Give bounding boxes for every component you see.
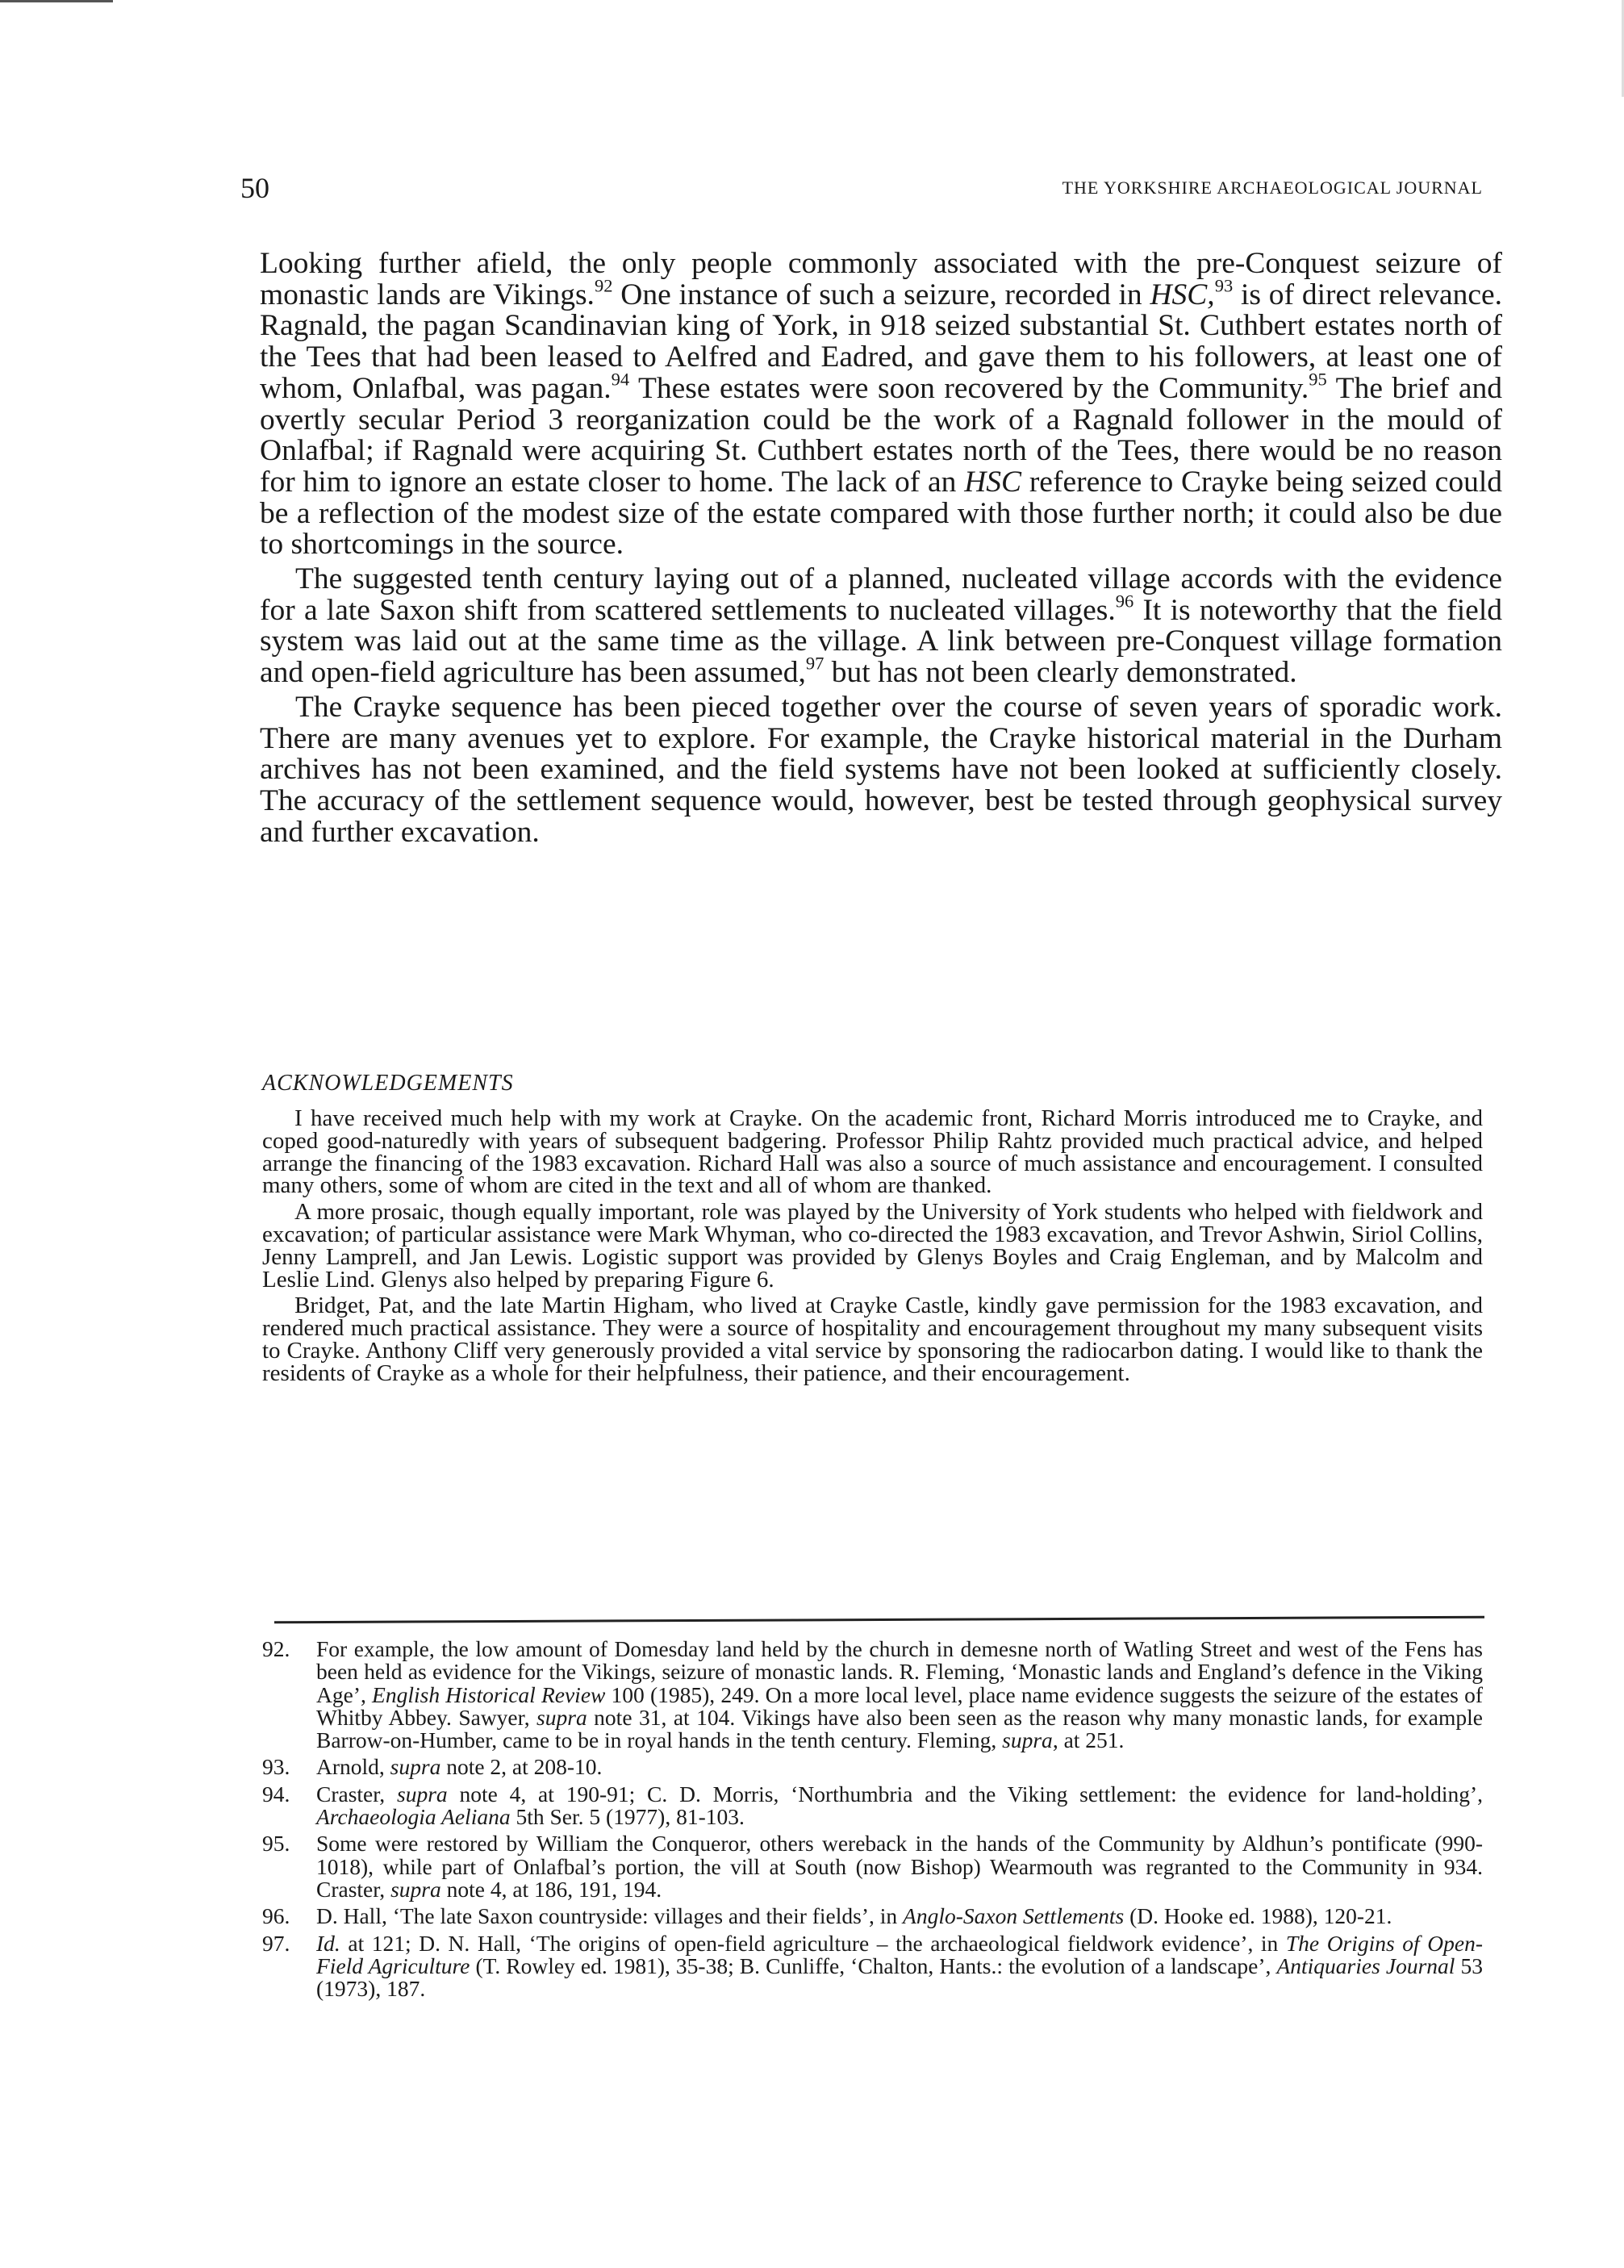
scan-edge-mark	[0, 0, 113, 2]
acknowledgement-paragraph: I have received much help with my work at Crayke. On the academic front, Richard Morris introduced me to Crayke, and coped good-naturedly with years of subsequent badgering. Professor Philip Rahtz provided much practical advice, and helped arrange the financing of the 1983 excavation. Richard Hall was also a source of much assistance and encouragement. I consulted many others, some of whom are cited in the text and all of whom are thanked.	[262, 1105, 1483, 1199]
footnote	[262, 1905, 1483, 1928]
footnote-reference: 92	[594, 274, 613, 295]
footnote-text: For example, the low amount of Domesday land held by the church in demesne north of Watling Street and west of the Fens has been held as evidence for the Vikings, seizure of monastic lands. R. Fleming, ‘Monastic lands and England’s defence in the Viking Age’, English Historical Review 100 (1985), 249. On a more local level, place name evidence suggests the seizure of the estates of Whitby Abbey. Sawyer, supra note 31, at 104. Vikings have also been seen as the reason why many monastic lands, for example Barrow-on-Humber, came to be in royal hands in the tenth century. Fleming, supra, at 251.	[316, 1636, 1483, 1753]
italic-text: Id.	[316, 1930, 340, 1956]
footnote-text: D. Hall, ‘The late Saxon countryside: villages and their fields’, in Anglo-Saxon Settlements (D. Hooke ed. 1988), 120-21.	[316, 1903, 1392, 1929]
italic-text: English Historical Review	[372, 1681, 606, 1707]
italic-text: supra	[390, 1876, 441, 1902]
footnote-reference: 95	[1309, 369, 1327, 390]
italic-text: supra	[1002, 1727, 1053, 1753]
footnote-text: Craster, supra note 4, at 190-91; C. D. Morris, ‘Northumbria and the Viking settlement: the evidence for land-holding’, Archaeologia Aeliana 5th Ser. 5 (1977), 81-103.	[316, 1781, 1483, 1830]
footnotes	[262, 1638, 1483, 2004]
acknowledgements-heading: ACKNOWLEDGEMENTS	[262, 1071, 514, 1096]
body-paragraph: The suggested tenth century laying out of a planned, nucleated village accords with the evidence for a late Saxon shift from scattered settlements to nucleated villages.$^{96}$ It is noteworthy that the field system was laid out at the same time as the village. A link between pre-Conquest village formation and open-field agriculture has been assumed,$^{97}$ but has not been clearly demonstrated.	[260, 562, 1502, 690]
italic-text: Antiquaries Journal	[1276, 1953, 1455, 1978]
italic-text: supra	[397, 1781, 448, 1806]
footnote-divider	[274, 1616, 1484, 1624]
footnote-reference: 96	[1115, 590, 1134, 611]
footnote-reference: 93	[1214, 274, 1234, 295]
footnote-number: 92.	[262, 1636, 290, 1661]
footnote	[262, 1638, 1483, 1752]
footnote	[262, 1783, 1483, 1829]
footnote-text: Some were restored by William the Conqueror, others wereback in the hands of the Community by Aldhun’s pontificate (990-1018), while part of Onlafbal’s portion, the vill at South (now Bishop) Wearmouth was regranted to the Community in 934. Craster, supra note 4, at 186, 191, 194.	[316, 1831, 1483, 1902]
footnote	[262, 1832, 1483, 1901]
journal-title: THE YORKSHIRE ARCHAEOLOGICAL JOURNAL	[1062, 178, 1483, 198]
footnote-number: 94.	[262, 1781, 290, 1806]
italic-text: Anglo-Saxon Settlements	[903, 1903, 1125, 1929]
footnote-text: Id. at 121; D. N. Hall, ‘The origins of open-field agriculture – the archaeological fieldwork evidence’, in The Origins of Open-Field Agriculture (T. Rowley ed. 1981), 35-38; B. Cunliffe, ‘Chalton, Hants.: the evolution of a landscape’, Antiquaries Journal 53 (1973), 187.	[316, 1930, 1483, 2002]
main-text	[260, 249, 1502, 848]
italic-text: HSC,	[1150, 278, 1215, 311]
footnote-number: 97.	[262, 1930, 290, 1956]
running-head	[240, 171, 1483, 211]
footnote-reference: 97	[805, 653, 825, 674]
footnote-reference: 94	[611, 369, 630, 390]
body-paragraph: Looking further afield, the only people commonly associated with the pre-Conquest seizure of monastic lands are Vikings.$^{92}$ One instance of such a seizure, recorded in HSC,$^{93}$ is of direct relevance. Ragnald, the pagan Scandinavian king of York, in 918 seized substantial St. Cuthbert estates north of the Tees that had been leased to Aelfred and Eadred, and gave them to his followers, at least one of whom, Onlafbal, was pagan.$^{94}$ These estates were soon recovered by the Community.$^{95}$ The brief and overtly secular Period 3 reorganization could be the work of a Ragnald follower in the mould of Onlafbal; if Ragnald were acquiring St. Cuthbert estates north of the Tees, there would be no reason for him to ignore an estate closer to home. The lack of an HSC reference to Crayke being seized could be a reflection of the modest size of the estate compared with those further north; it could also be due to shortcomings in the source.	[260, 247, 1502, 562]
footnote-text: Arnold, supra note 2, at 208-10.	[316, 1754, 603, 1780]
italic-text: supra	[536, 1704, 587, 1730]
acknowledgement-paragraph: Bridget, Pat, and the late Martin Higham, who lived at Crayke Castle, kindly gave permission for the 1983 excavation, and rendered much practical assistance. They were a source of hospitality and encouragement throughout my many subsequent visits to Crayke. Anthony Cliff very generously provided a vital service by sponsoring the radiocarbon dating. I would like to thank the residents of Crayke as a whole for their helpfulness, their patience, and their encouragement.	[262, 1293, 1483, 1386]
footnote	[262, 1756, 1483, 1778]
footnote	[262, 1932, 1483, 2001]
footnote-number: 95.	[262, 1831, 290, 1857]
acknowledgement-paragraph: A more prosaic, though equally important, role was played by the University of York students who helped with fieldwork and excavation; of particular assistance were Mark Whyman, who co-directed the 1983 excavation, and Trevor Ashwin, Siriol Collins, Jenny Lamprell, and Jan Lewis. Logistic support was provided by Glenys Boyles and Craig Engleman, and by Malcolm and Leslie Lind. Glenys also helped by preparing Figure 6.	[262, 1199, 1483, 1293]
body-paragraph: The Crayke sequence has been pieced together over the course of seven years of sporadic work. There are many avenues yet to explore. For example, the Crayke historical material in the Durham archives has not been examined, and the field systems have not been looked at sufficiently closely. The accuracy of the settlement sequence would, however, best be tested through geophysical survey and further excavation.	[260, 690, 1502, 849]
italic-text: HSC	[964, 465, 1022, 499]
italic-text: The Origins of Open-Field Agriculture	[316, 1930, 1483, 1978]
italic-text: supra	[390, 1754, 441, 1780]
page-number: 50	[240, 172, 269, 204]
italic-text: Archaeologia Aeliana	[316, 1804, 511, 1830]
footnote-number: 93.	[262, 1754, 290, 1780]
footnote-number: 96.	[262, 1903, 290, 1929]
acknowledgements-section	[262, 1105, 1483, 1386]
